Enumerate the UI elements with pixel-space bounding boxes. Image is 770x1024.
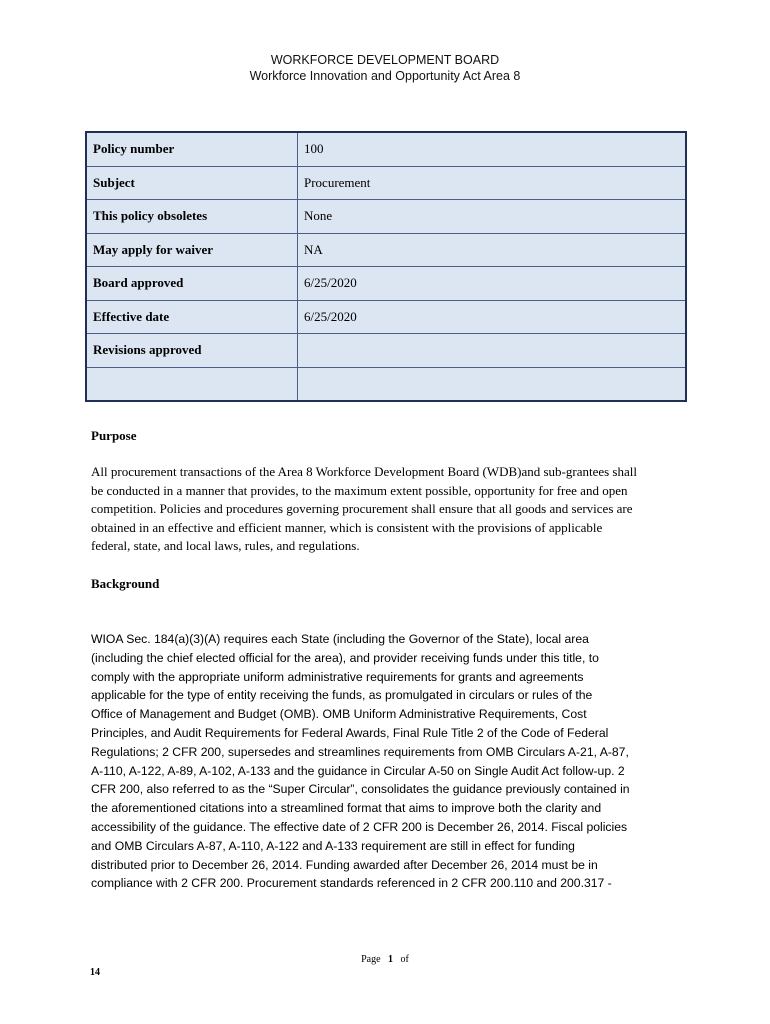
text-line: distributed prior to December 26, 2014. Funding awarded after December 26, 2014 must be in <box>91 857 598 872</box>
of-label: of <box>400 954 409 965</box>
purpose-paragraph <box>91 463 681 556</box>
policy-field-value: 100 <box>298 132 687 166</box>
text-line: the aforementioned citations into a streamlined format that aims to improve both the clarity and <box>91 801 602 816</box>
text-line: Office of Management and Budget (OMB). OMB Uniform Administrative Requirements, Cost <box>91 707 587 722</box>
policy-row <box>86 132 686 166</box>
policy-field-label: Revisions approved <box>86 334 298 368</box>
text-line: All procurement transactions of the Area 8 Workforce Development Board (WDB)and sub-grantees shall <box>91 464 637 479</box>
policy-row <box>86 267 686 301</box>
policy-field-value <box>298 334 687 368</box>
policy-field-value: 6/25/2020 <box>298 267 687 301</box>
purpose-heading: Purpose <box>91 428 137 443</box>
text-line: WIOA Sec. 184(a)(3)(A) requires each State (including the Governor of the State), local area <box>91 632 589 646</box>
policy-field-value: 6/25/2020 <box>298 300 687 334</box>
background-paragraph <box>91 630 691 893</box>
policy-field-label: May apply for waiver <box>86 233 298 267</box>
policy-row <box>86 300 686 334</box>
text-line: CFR 200, also referred to as the “Super Circular”, consolidates the guidance previously contained in <box>91 782 630 797</box>
policy-row <box>86 233 686 267</box>
policy-field-value: NA <box>298 233 687 267</box>
text-line: accessibility of the guidance. The effective date of 2 CFR 200 is December 26, 2014. Fiscal policies <box>91 819 628 834</box>
policy-field-value: Procurement <box>298 166 687 200</box>
policy-field-label: Subject <box>86 166 298 200</box>
text-line: (including the chief elected official for the area), and provider receiving funds under this title, to <box>91 650 599 665</box>
page-number: 1 <box>388 954 394 965</box>
policy-field-label: Policy number <box>86 132 298 166</box>
policy-field-value: None <box>298 200 687 234</box>
text-line: comply with the appropriate uniform administrative requirements for grants and agreements <box>91 669 584 684</box>
text-line: obtained in an effective and efficient manner, which is consistent with the provisions of applicable <box>91 519 603 535</box>
text-line: compliance with 2 CFR 200. Procurement standards referenced in 2 CFR 200.110 and 200.317 - <box>91 876 612 891</box>
text-line: and OMB Circulars A-87, A-110, A-122 and A-133 requirement are still in effect for funding <box>91 838 575 853</box>
page-footer <box>0 954 770 965</box>
policy-field-label: This policy obsoletes <box>86 200 298 234</box>
text-line: A-110, A-122, A-89, A-102, A-133 and the guidance in Circular A-50 on Single Audit Act follow-up. 2 <box>91 763 625 778</box>
policy-row <box>86 166 686 200</box>
policy-info-table <box>85 131 687 402</box>
text-line: applicable for the type of entity receiving the funds, as promulgated in circulars or rules of the <box>91 688 593 703</box>
policy-row <box>86 200 686 234</box>
policy-row <box>86 334 686 368</box>
text-line: be conducted in a manner that provides, to the maximum extent possible, opportunity for free and open <box>91 482 628 498</box>
policy-field-label: Board approved <box>86 267 298 301</box>
text-line: federal, state, and local laws, rules, and regulations. <box>91 538 360 554</box>
text-line: Regulations; 2 CFR 200, supersedes and streamlines requirements from OMB Circulars A-21, A-87, <box>91 744 629 759</box>
policy-field-label: Effective date <box>86 300 298 334</box>
policy-field-label <box>86 367 298 401</box>
page-label: Page <box>361 954 381 965</box>
policy-row <box>86 367 686 401</box>
policy-field-value <box>298 367 687 401</box>
document-header-subtitle: Workforce Innovation and Opportunity Act Area 8 <box>249 69 521 83</box>
background-heading: Background <box>91 576 160 591</box>
text-line: Principles, and Audit Requirements for Federal Awards, Final Rule Title 2 of the Code of Federal <box>91 725 609 740</box>
total-pages: 14 <box>90 967 100 978</box>
text-line: competition. Policies and procedures governing procurement shall ensure that all goods and services are <box>91 501 633 517</box>
document-header-title: WORKFORCE DEVELOPMENT BOARD <box>270 53 500 67</box>
